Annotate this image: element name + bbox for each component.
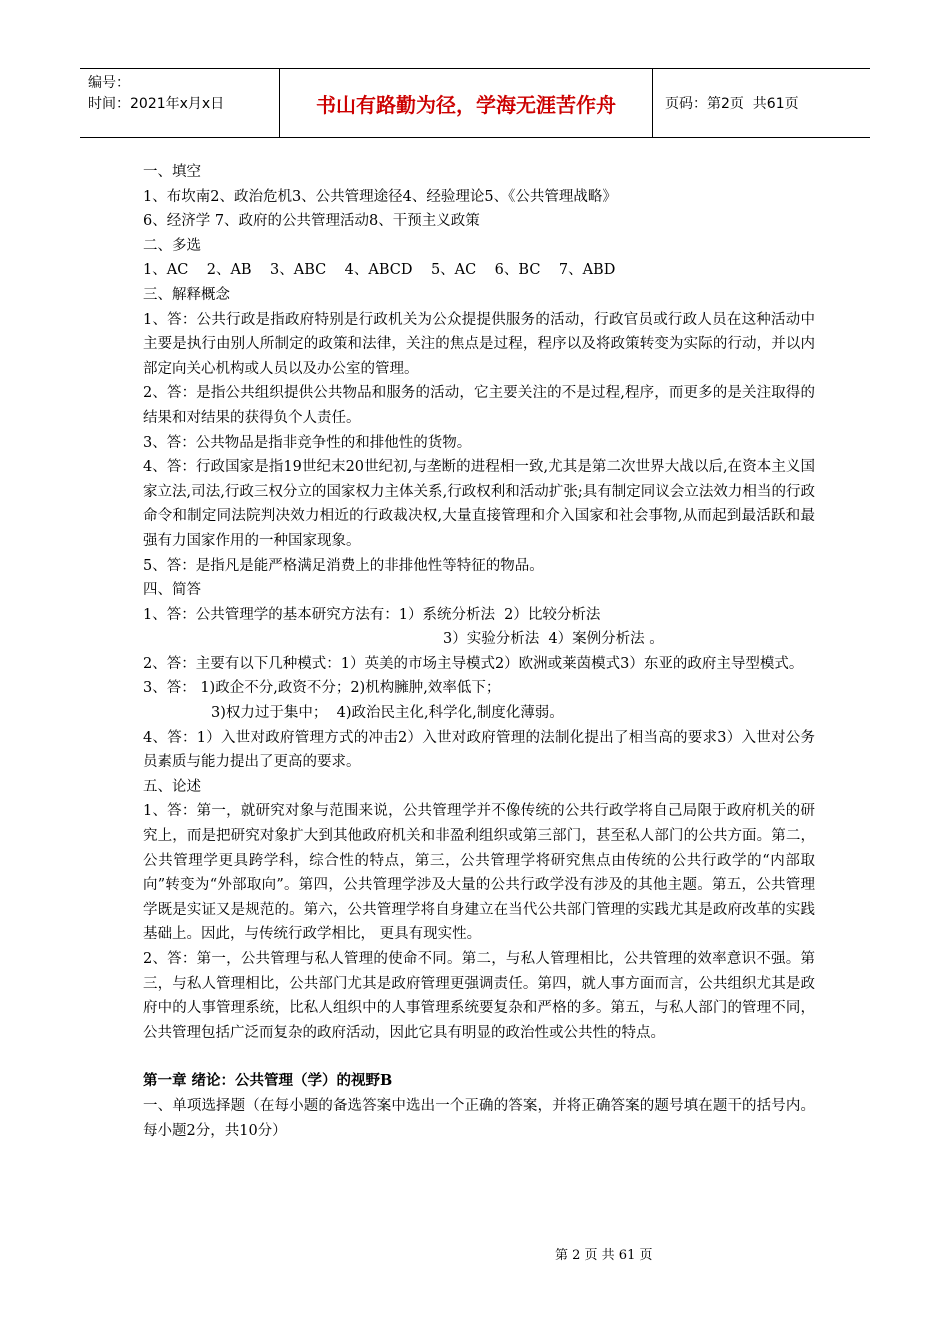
page-label: 页码：第2页 共61页 <box>665 96 799 112</box>
section-title-multiple-choice: 二、多选 <box>143 237 201 254</box>
question-instruction: 一、单项选择题（在每小题的备选答案中选出一个正确的答案，并将正确答案的题号填在题干的括号内。每小题2分，共10分） <box>143 1097 815 1139</box>
answer-line: 1、答：公共管理学的基本研究方法有：1）系统分析法 2）比较分析法 <box>143 606 601 623</box>
section-title-fill-blank: 一、填空 <box>143 164 201 180</box>
number-label: 编号： <box>88 75 130 91</box>
header-meta <box>80 69 280 137</box>
header-motto: 书山有路勤为径，学海无涯苦作舟 <box>280 69 653 137</box>
section-title-concepts: 三、解释概念 <box>143 286 230 303</box>
document-body <box>143 160 815 1143</box>
answer-paragraph: 5、答：是指凡是能严格满足消费上的非排他性等特征的物品。 <box>143 557 544 574</box>
answer-paragraph: 2、答：是指公共组织提供公共物品和服务的活动，它主要关注的不是过程,程序，而更多的是关注取得的结果和对结果的获得负个人责任。 <box>143 385 815 426</box>
answer-paragraph: 4、答：行政国家是指19世纪末20世纪初,与垄断的进程相一致,尤其是第二次世界大战以后,在资本主义国家立法,司法,行政三权分立的国家权力主体关系,行政权利和活动扩张;具有制定同议会立法效力相当的行政命令和制定同法院判决效力相近的行政裁决权,大量直接管理和介入国家和社会事物,从而起到最活跃和最强有力国家作用的一种国家现象。 <box>143 459 815 549</box>
answer-paragraph: 4、答：1）入世对政府管理方式的冲击2）入世对政府管理的法制化提出了相当高的要求3）入世对公务员素质与能力提出了更高的要求。 <box>143 729 815 771</box>
answer-line: 6、经济学 7、政府的公共管理活动8、干预主义政策 <box>143 213 480 230</box>
answer-paragraph: 1、答：第一，就研究对象与范围来说，公共管理学并不像传统的公共行政学将自己局限于政府机关的研究上，而是把研究对象扩大到其他政府机关和非盈利组织或第三部门，甚至私人部门的公共方面。第二，公共管理学更具跨学科，综合性的特点，第三，公共管理学将研究焦点由传统的公共行政学的“内部取向”转变为“外部取向”。第四，公共管理学涉及大量的公共行政学没有涉及的其他主题。第五，公共管理学既是实证又是规范的。第六，公共管理学将自身建立在当代公共部门管理的实践尤其是政府改革的实践基础上。因此，与传统行政学相比， 更具有现实性。 <box>143 803 815 943</box>
time-label: 时间：2021年x月x日 <box>88 96 225 112</box>
header-page-info <box>653 69 870 137</box>
answer-line: 1、AC 2、AB 3、ABC 4、ABCD 5、AC 6、BC 7、ABD <box>143 262 616 279</box>
spacer <box>143 1045 815 1069</box>
section-title-short-answer: 四、简答 <box>143 582 201 599</box>
answer-line: 1、布坎南2、政治危机3、公共管理途径4、经验理论5、《公共管理战略》 <box>143 188 617 205</box>
answer-paragraph: 2、答：主要有以下几种模式：1）英美的市场主导模式2）欧洲或莱茵模式3）东亚的政府主导型模式。 <box>143 655 804 672</box>
section-title-essay: 五、论述 <box>143 778 201 795</box>
page-header <box>80 68 870 138</box>
answer-paragraph: 3、答：公共物品是指非竞争性的和排他性的货物。 <box>143 434 472 451</box>
page-footer: 第 2 页 共 61 页 <box>555 1248 653 1263</box>
answer-line: 3)权力过于集中； 4)政治民主化,科学化,制度化薄弱。 <box>211 705 564 722</box>
answer-paragraph: 2、答：第一，公共管理与私人管理的使命不同。第二，与私人管理相比，公共管理的效率意识不强。第三，与私人管理相比，公共部门尤其是政府管理更强调责任。第四，就人事方面而言，公共组织尤其是政府中的人事管理系统，比私人组织中的人事管理系统要复杂和严格的多。第五，与私人部门的管理不同，公共管理包括广泛而复杂的政府活动，因此它具有明显的政治性或公共性的特点。 <box>143 951 815 1041</box>
answer-line: 3）实验分析法 4）案例分析法 。 <box>443 631 664 648</box>
answer-paragraph: 1、答：公共行政是指政府特别是行政机关为公众提提供服务的活动，行政官员或行政人员在这种活动中主要是执行由别人所制定的政策和法律，关注的焦点是过程，程序以及将政策转变为实际的行动，并以内部定向关心机构或人员以及办公室的管理。 <box>143 311 815 377</box>
chapter-title: 第一章 绪论：公共管理（学）的视野B <box>143 1072 393 1090</box>
answer-line: 3、答： 1)政企不分,政资不分；2)机构臃肿,效率低下； <box>143 680 501 697</box>
